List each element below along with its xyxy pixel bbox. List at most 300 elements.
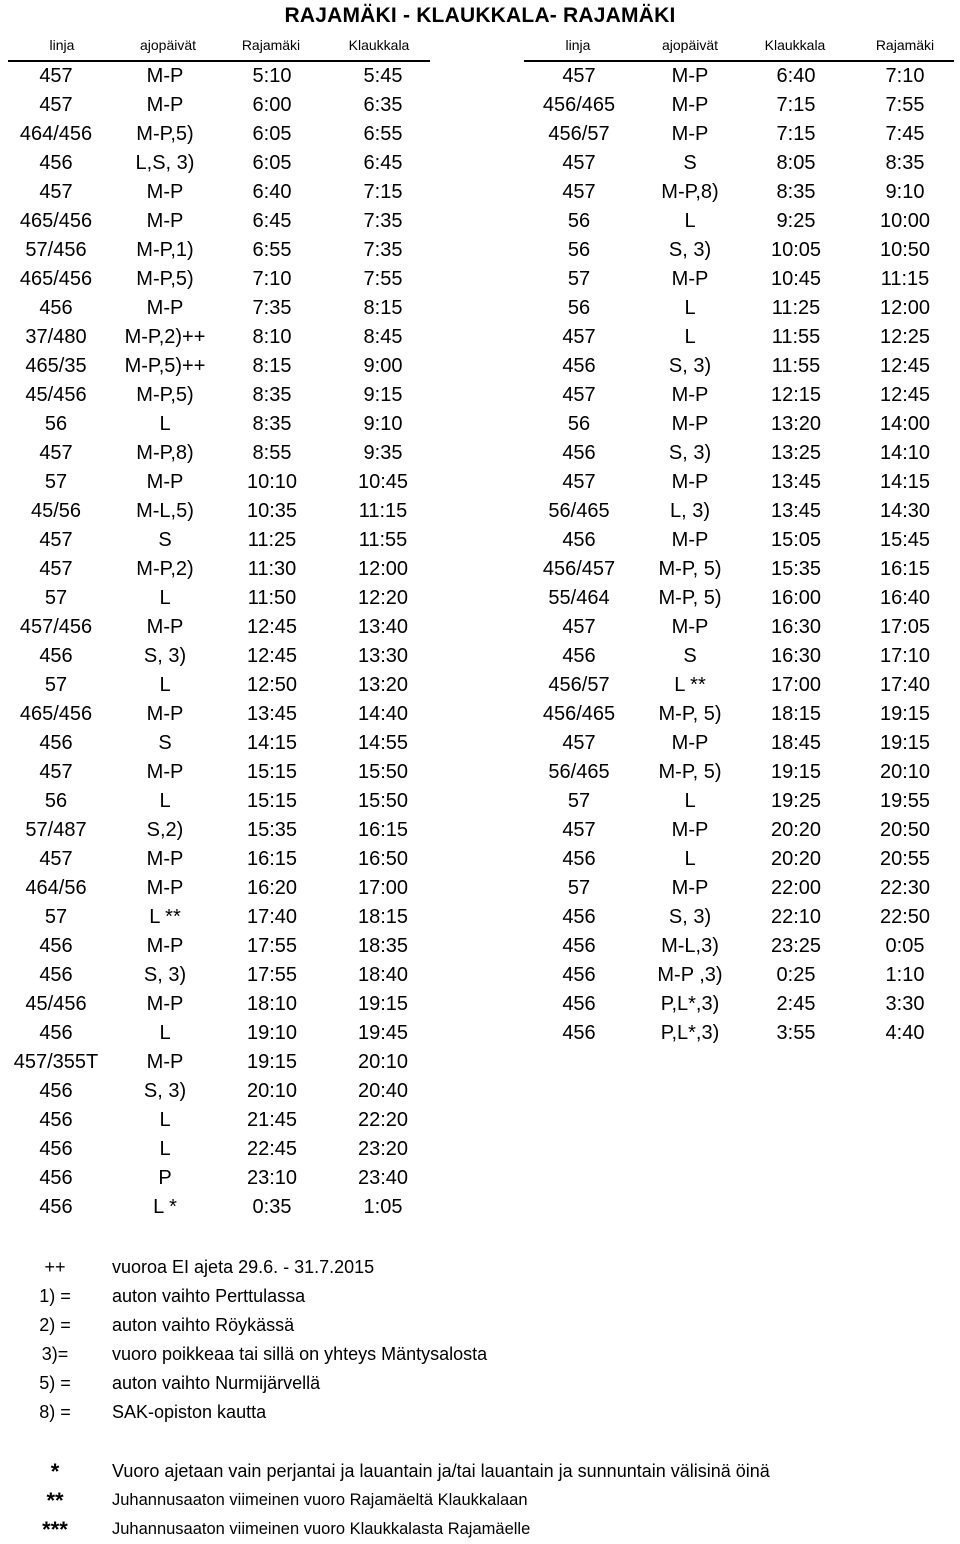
cell-arrival: 15:45 <box>879 529 931 551</box>
cell-arrival: 14:55 <box>357 732 409 754</box>
cell-ajopaivat: M-P, 5) <box>658 587 722 609</box>
cell-linja: 456 <box>562 935 596 957</box>
cell-linja: 457 <box>562 181 596 203</box>
table-row <box>520 903 960 932</box>
cell-arrival: 7:55 <box>885 94 925 116</box>
cell-arrival: 12:00 <box>357 558 409 580</box>
table-row <box>520 178 960 207</box>
footnote-key: 5) = <box>39 1373 71 1393</box>
table-row <box>0 497 440 526</box>
cell-arrival: 7:45 <box>885 123 925 145</box>
cell-linja: 57 <box>44 906 68 928</box>
cell-linja: 457 <box>39 761 73 783</box>
cell-ajopaivat: S <box>683 645 697 667</box>
table-row <box>0 555 440 584</box>
star-footnote-text: Vuoro ajetaan vain perjantai ja lauantain ja/tai lauantain ja sunnuntain välisinä öinä <box>112 1461 770 1481</box>
table-row <box>0 1135 440 1164</box>
cell-departure: 17:00 <box>770 674 822 696</box>
table-row <box>520 932 960 961</box>
cell-linja: 57 <box>44 674 68 696</box>
cell-linja: 56/465 <box>548 761 610 783</box>
cell-arrival: 16:40 <box>879 587 931 609</box>
cell-ajopaivat: L <box>159 1138 171 1160</box>
right-header-klaukkala: Klaukkala <box>764 37 826 53</box>
cell-arrival: 12:00 <box>879 297 931 319</box>
cell-departure: 22:10 <box>770 906 822 928</box>
cell-linja: 456 <box>39 1080 73 1102</box>
cell-ajopaivat: M-P, 5) <box>658 558 722 580</box>
cell-ajopaivat: L ** <box>149 906 181 928</box>
cell-linja: 457 <box>562 152 596 174</box>
cell-ajopaivat: M-P,5) <box>136 384 194 406</box>
cell-ajopaivat: M-P <box>671 65 709 87</box>
cell-departure: 6:40 <box>776 65 816 87</box>
cell-departure: 23:10 <box>246 1167 298 1189</box>
table-row <box>0 1048 440 1077</box>
cell-arrival: 11:15 <box>358 500 408 522</box>
cell-departure: 12:15 <box>770 384 822 406</box>
footnote-text: auton vaihto Perttulassa <box>112 1286 306 1306</box>
left-header-klaukkala: Klaukkala <box>348 37 410 53</box>
cell-arrival: 20:50 <box>879 819 931 841</box>
table-row <box>0 352 440 381</box>
cell-linja: 465/456 <box>19 268 93 290</box>
table-row <box>0 1164 440 1193</box>
cell-departure: 12:50 <box>246 674 298 696</box>
cell-ajopaivat: L <box>684 326 696 348</box>
cell-ajopaivat: S, 3) <box>143 964 187 986</box>
footnote-key: 2) = <box>39 1315 71 1335</box>
cell-ajopaivat: M-P <box>671 384 709 406</box>
table-row <box>520 816 960 845</box>
cell-departure: 20:20 <box>770 848 822 870</box>
table-row <box>520 236 960 265</box>
cell-arrival: 19:15 <box>879 703 931 725</box>
table-row <box>0 874 440 903</box>
right-header-linja: linja <box>565 37 591 53</box>
cell-departure: 18:45 <box>770 732 822 754</box>
cell-ajopaivat: M-P ,3) <box>657 964 723 986</box>
cell-ajopaivat: M-P,2)++ <box>124 326 206 348</box>
table-row <box>0 381 440 410</box>
cell-departure: 13:25 <box>770 442 822 464</box>
cell-linja: 56/465 <box>548 500 610 522</box>
cell-arrival: 11:55 <box>358 529 408 551</box>
cell-arrival: 18:40 <box>357 964 409 986</box>
cell-ajopaivat: L * <box>153 1196 177 1218</box>
cell-ajopaivat: L <box>684 297 696 319</box>
table-row <box>0 236 440 265</box>
cell-linja: 456 <box>562 529 596 551</box>
cell-ajopaivat: M-P,5)++ <box>124 355 206 377</box>
cell-arrival: 19:15 <box>357 993 409 1015</box>
cell-departure: 15:15 <box>246 761 298 783</box>
cell-linja: 56 <box>567 297 591 319</box>
left-header-row <box>0 37 440 59</box>
cell-arrival: 9:10 <box>363 413 403 435</box>
footnote-key: ++ <box>44 1257 66 1277</box>
table-row <box>0 1193 440 1222</box>
cell-departure: 8:05 <box>776 152 816 174</box>
cell-departure: 7:10 <box>252 268 292 290</box>
cell-linja: 56 <box>44 790 68 812</box>
cell-ajopaivat: S, 3) <box>668 442 712 464</box>
cell-departure: 11:50 <box>247 587 297 609</box>
cell-departure: 19:25 <box>770 790 822 812</box>
table-row <box>520 410 960 439</box>
table-row <box>520 381 960 410</box>
table-row <box>520 62 960 91</box>
cell-departure: 6:00 <box>252 94 292 116</box>
cell-linja: 465/456 <box>19 210 93 232</box>
page-title: RAJAMÄKI - KLAUKKALA- RAJAMÄKI <box>284 4 676 27</box>
cell-linja: 45/56 <box>30 500 82 522</box>
cell-arrival: 6:45 <box>363 152 403 174</box>
cell-arrival: 13:30 <box>357 645 409 667</box>
cell-linja: 57 <box>567 268 591 290</box>
table-row <box>520 787 960 816</box>
table-row <box>0 642 440 671</box>
cell-arrival: 18:15 <box>357 906 409 928</box>
cell-ajopaivat: S,2) <box>146 819 184 841</box>
star-footnote-key: *** <box>42 1517 68 1542</box>
cell-linja: 55/464 <box>548 587 610 609</box>
cell-linja: 45/456 <box>25 384 87 406</box>
cell-ajopaivat: M-P <box>146 65 184 87</box>
footnote-key: 1) = <box>39 1286 71 1306</box>
footnote-text: auton vaihto Röykässä <box>112 1315 295 1335</box>
table-row <box>520 990 960 1019</box>
table-row <box>0 787 440 816</box>
cell-ajopaivat: M-P <box>146 703 184 725</box>
cell-linja: 57/487 <box>25 819 87 841</box>
cell-departure: 21:45 <box>246 1109 298 1131</box>
cell-arrival: 10:45 <box>357 471 409 493</box>
table-row <box>520 497 960 526</box>
cell-arrival: 17:40 <box>879 674 931 696</box>
cell-linja: 56 <box>567 239 591 261</box>
star-footnote-key: ** <box>46 1488 64 1513</box>
table-row <box>0 845 440 874</box>
cell-ajopaivat: M-P,8) <box>661 181 719 203</box>
cell-arrival: 9:15 <box>363 384 403 406</box>
cell-linja: 456 <box>39 645 73 667</box>
cell-departure: 19:15 <box>246 1051 298 1073</box>
cell-arrival: 20:55 <box>879 848 931 870</box>
table-row <box>520 468 960 497</box>
cell-arrival: 0:05 <box>885 935 925 957</box>
table-row <box>0 990 440 1019</box>
cell-linja: 457/456 <box>19 616 93 638</box>
table-row <box>0 613 440 642</box>
cell-linja: 56 <box>567 210 591 232</box>
cell-arrival: 1:10 <box>885 964 925 986</box>
cell-arrival: 22:50 <box>879 906 931 928</box>
cell-ajopaivat: M-P,1) <box>136 239 194 261</box>
cell-arrival: 14:15 <box>879 471 931 493</box>
cell-linja: 57 <box>44 587 68 609</box>
cell-ajopaivat: L ** <box>674 674 706 696</box>
left-timetable <box>0 62 440 1222</box>
cell-ajopaivat: M-L,5) <box>136 500 194 522</box>
cell-departure: 16:30 <box>770 616 822 638</box>
cell-arrival: 17:00 <box>357 877 409 899</box>
cell-departure: 11:55 <box>771 326 821 348</box>
table-row <box>520 584 960 613</box>
table-row <box>0 265 440 294</box>
cell-ajopaivat: M-P <box>146 94 184 116</box>
cell-departure: 8:35 <box>252 413 292 435</box>
cell-departure: 11:25 <box>771 297 821 319</box>
footnote-text: auton vaihto Nurmijärvellä <box>112 1373 321 1393</box>
cell-ajopaivat: S, 3) <box>143 1080 187 1102</box>
cell-departure: 16:00 <box>770 587 822 609</box>
cell-arrival: 20:10 <box>879 761 931 783</box>
cell-departure: 6:55 <box>252 239 292 261</box>
cell-ajopaivat: L <box>159 587 171 609</box>
cell-departure: 18:10 <box>246 993 298 1015</box>
cell-ajopaivat: M-P <box>146 471 184 493</box>
cell-departure: 6:05 <box>252 152 292 174</box>
cell-arrival: 12:45 <box>879 355 931 377</box>
cell-ajopaivat: M-P <box>671 529 709 551</box>
footnote-key: 3)= <box>41 1344 69 1364</box>
cell-departure: 9:25 <box>776 210 816 232</box>
cell-ajopaivat: L <box>159 413 171 435</box>
cell-ajopaivat: S <box>158 529 172 551</box>
cell-ajopaivat: M-P <box>671 268 709 290</box>
table-row <box>0 700 440 729</box>
table-row <box>520 700 960 729</box>
cell-departure: 22:00 <box>770 877 822 899</box>
cell-ajopaivat: M-P <box>146 616 184 638</box>
cell-departure: 2:45 <box>776 993 816 1015</box>
cell-departure: 8:10 <box>252 326 292 348</box>
footnote-key: 8) = <box>39 1402 71 1422</box>
cell-departure: 8:15 <box>252 355 292 377</box>
cell-arrival: 15:50 <box>357 761 409 783</box>
cell-linja: 457 <box>562 326 596 348</box>
table-row <box>520 265 960 294</box>
left-header-ajopaivat: ajopäivät <box>139 37 197 53</box>
table-row <box>0 207 440 236</box>
cell-ajopaivat: L <box>684 848 696 870</box>
cell-departure: 6:45 <box>252 210 292 232</box>
cell-arrival: 8:15 <box>363 297 403 319</box>
cell-arrival: 9:10 <box>885 181 925 203</box>
cell-linja: 456 <box>562 993 596 1015</box>
cell-linja: 457 <box>39 529 73 551</box>
table-row <box>0 903 440 932</box>
cell-ajopaivat: M-P <box>146 181 184 203</box>
cell-arrival: 16:50 <box>357 848 409 870</box>
table-row <box>0 1106 440 1135</box>
cell-departure: 5:10 <box>252 65 292 87</box>
cell-linja: 457 <box>562 384 596 406</box>
cell-departure: 15:35 <box>770 558 822 580</box>
table-row <box>0 323 440 352</box>
table-row <box>0 584 440 613</box>
table-row <box>520 120 960 149</box>
cell-arrival: 9:35 <box>363 442 403 464</box>
cell-departure: 13:45 <box>770 471 822 493</box>
cell-linja: 457 <box>39 848 73 870</box>
cell-ajopaivat: M-P <box>146 210 184 232</box>
cell-linja: 456 <box>39 732 73 754</box>
cell-arrival: 13:20 <box>357 674 409 696</box>
cell-linja: 457 <box>39 558 73 580</box>
cell-ajopaivat: S, 3) <box>668 239 712 261</box>
cell-arrival: 12:20 <box>357 587 409 609</box>
cell-linja: 456 <box>39 152 73 174</box>
cell-linja: 464/56 <box>25 877 87 899</box>
cell-departure: 11:55 <box>771 355 821 377</box>
cell-linja: 456/465 <box>542 703 616 725</box>
footnote-text: vuoroa EI ajeta 29.6. - 31.7.2015 <box>112 1257 375 1277</box>
cell-departure: 23:25 <box>770 935 822 957</box>
cell-arrival: 18:35 <box>357 935 409 957</box>
cell-linja: 457 <box>562 616 596 638</box>
table-row <box>0 410 440 439</box>
cell-departure: 17:55 <box>246 935 298 957</box>
cell-ajopaivat: S <box>158 732 172 754</box>
table-row <box>520 1019 960 1048</box>
right-timetable <box>520 62 960 1048</box>
table-row <box>0 149 440 178</box>
cell-departure: 6:05 <box>252 123 292 145</box>
cell-ajopaivat: M-P <box>146 848 184 870</box>
cell-departure: 17:55 <box>246 964 298 986</box>
table-row <box>520 642 960 671</box>
cell-arrival: 15:50 <box>357 790 409 812</box>
table-row <box>0 961 440 990</box>
cell-departure: 10:35 <box>246 500 298 522</box>
cell-arrival: 8:35 <box>885 152 925 174</box>
cell-linja: 457 <box>39 94 73 116</box>
cell-linja: 456 <box>562 848 596 870</box>
cell-arrival: 19:15 <box>879 732 931 754</box>
cell-arrival: 22:20 <box>357 1109 409 1131</box>
cell-linja: 457 <box>562 732 596 754</box>
table-row <box>0 526 440 555</box>
cell-ajopaivat: M-P <box>146 297 184 319</box>
cell-ajopaivat: M-P,5) <box>136 123 194 145</box>
cell-departure: 10:05 <box>770 239 822 261</box>
cell-arrival: 20:40 <box>357 1080 409 1102</box>
footnote-text: SAK-opiston kautta <box>112 1402 267 1422</box>
right-header-ajopaivat: ajopäivät <box>661 37 719 53</box>
cell-ajopaivat: M-P,2) <box>136 558 194 580</box>
cell-ajopaivat: S <box>683 152 697 174</box>
cell-departure: 15:05 <box>770 529 822 551</box>
cell-arrival: 3:30 <box>885 993 925 1015</box>
table-row <box>520 758 960 787</box>
table-row <box>520 613 960 642</box>
cell-departure: 7:15 <box>776 123 816 145</box>
cell-linja: 456 <box>562 906 596 928</box>
cell-ajopaivat: M-P <box>146 877 184 899</box>
cell-departure: 18:15 <box>770 703 822 725</box>
table-row <box>520 294 960 323</box>
cell-linja: 456 <box>39 1167 73 1189</box>
cell-ajopaivat: M-P <box>671 819 709 841</box>
cell-linja: 465/35 <box>25 355 87 377</box>
cell-departure: 13:20 <box>770 413 822 435</box>
cell-departure: 12:45 <box>246 616 298 638</box>
cell-arrival: 12:25 <box>879 326 931 348</box>
cell-linja: 37/480 <box>25 326 87 348</box>
cell-linja: 456 <box>562 1022 596 1044</box>
cell-departure: 14:15 <box>246 732 298 754</box>
cell-arrival: 6:35 <box>363 94 403 116</box>
cell-linja: 456 <box>562 355 596 377</box>
cell-linja: 457/355T <box>13 1051 99 1073</box>
cell-ajopaivat: M-P <box>146 935 184 957</box>
cell-linja: 56 <box>567 413 591 435</box>
cell-departure: 7:35 <box>252 297 292 319</box>
table-row <box>520 352 960 381</box>
table-row <box>520 874 960 903</box>
cell-arrival: 8:45 <box>363 326 403 348</box>
cell-ajopaivat: M-P, 5) <box>658 761 722 783</box>
table-row <box>0 294 440 323</box>
cell-arrival: 19:45 <box>357 1022 409 1044</box>
cell-arrival: 11:15 <box>880 268 930 290</box>
cell-ajopaivat: S, 3) <box>668 355 712 377</box>
table-row <box>0 439 440 468</box>
table-row <box>0 120 440 149</box>
cell-arrival: 17:10 <box>879 645 931 667</box>
cell-ajopaivat: M-L,3) <box>661 935 719 957</box>
cell-linja: 456 <box>39 1022 73 1044</box>
cell-ajopaivat: M-P <box>146 993 184 1015</box>
cell-linja: 456 <box>562 964 596 986</box>
cell-ajopaivat: M-P <box>671 616 709 638</box>
cell-departure: 19:15 <box>770 761 822 783</box>
cell-arrival: 7:35 <box>363 239 403 261</box>
cell-ajopaivat: L <box>684 210 696 232</box>
table-row <box>520 439 960 468</box>
cell-linja: 457 <box>562 65 596 87</box>
cell-linja: 456 <box>39 1109 73 1131</box>
cell-linja: 457 <box>39 181 73 203</box>
cell-linja: 456/57 <box>548 123 610 145</box>
cell-linja: 457 <box>562 471 596 493</box>
cell-arrival: 20:10 <box>357 1051 409 1073</box>
cell-departure: 8:35 <box>776 181 816 203</box>
table-row <box>520 671 960 700</box>
cell-departure: 17:40 <box>246 906 298 928</box>
cell-departure: 10:10 <box>246 471 298 493</box>
cell-arrival: 14:30 <box>879 500 931 522</box>
cell-ajopaivat: M-P,5) <box>136 268 194 290</box>
cell-departure: 11:25 <box>247 529 297 551</box>
cell-departure: 3:55 <box>776 1022 816 1044</box>
cell-departure: 16:15 <box>246 848 298 870</box>
cell-departure: 20:20 <box>770 819 822 841</box>
cell-departure: 15:35 <box>246 819 298 841</box>
cell-ajopaivat: M-P <box>671 94 709 116</box>
cell-arrival: 10:50 <box>879 239 931 261</box>
star-footnote-text: Juhannusaaton viimeinen vuoro Rajamäeltä Klaukkalaan <box>112 1491 528 1509</box>
cell-ajopaivat: M-P,8) <box>136 442 194 464</box>
cell-ajopaivat: L <box>159 674 171 696</box>
table-row <box>0 671 440 700</box>
cell-arrival: 9:00 <box>363 355 403 377</box>
table-row <box>0 758 440 787</box>
cell-arrival: 13:40 <box>357 616 409 638</box>
cell-ajopaivat: M-P <box>671 123 709 145</box>
